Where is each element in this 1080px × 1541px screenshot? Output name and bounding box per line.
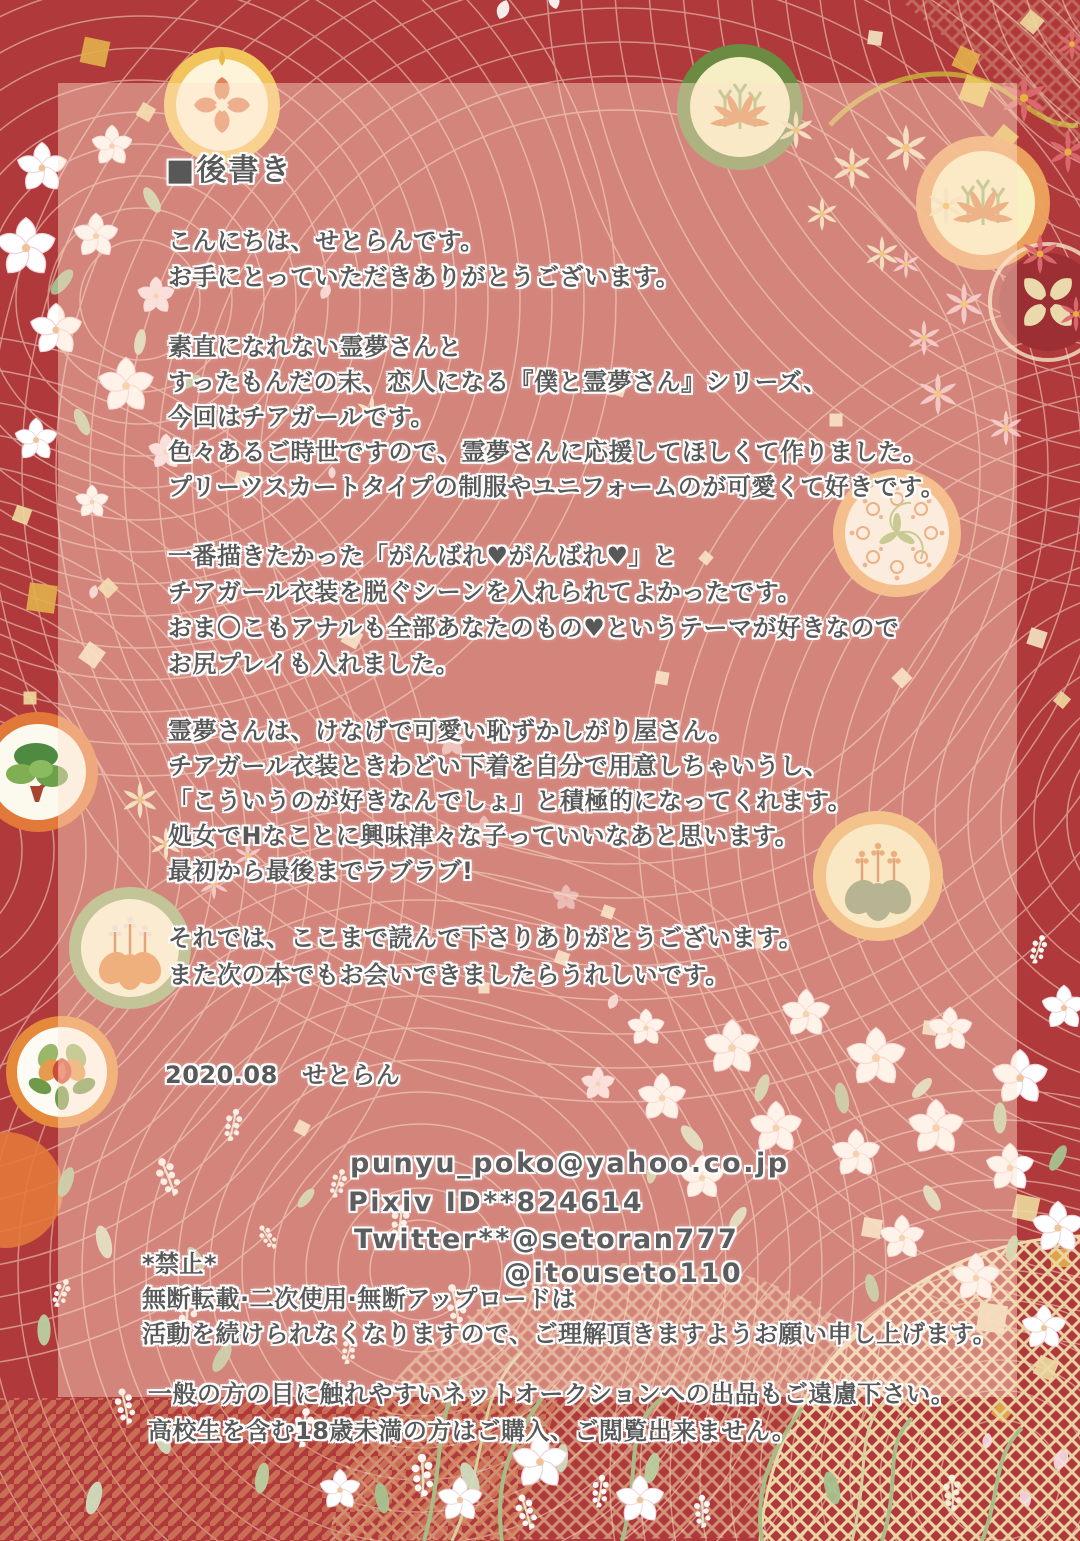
afterword-line: チアガール衣装ときわどい下着を自分で用意しちゃいうし、 <box>168 752 829 780</box>
afterword-line: こんにちは、せとらんです。 <box>168 227 485 255</box>
afterword-line: また次の本でもお会いできましたらうれしいです。 <box>168 961 730 989</box>
prohibition-line: 活動を続けられなくなりますので、ご理解頂きますようお願い申し上げます。 <box>142 1320 998 1348</box>
afterword-line: 霊夢さんは、けなげで可愛い恥ずかしがり屋さん。 <box>168 717 733 745</box>
notice-line: 高校生を含む18歳未満の方はご購入、ご閲覧出来ません。 <box>148 1417 797 1445</box>
afterword-line: プリーツスカートタイプの制服やユニフォームのが可愛くて好きです。 <box>168 473 946 501</box>
contact-pixiv-id: Pixiv ID**824614 <box>348 1187 645 1218</box>
afterword-line: 処女でHなことに興味津々な子っていいなあと思います。 <box>168 822 800 850</box>
notice-line: 一般の方の目に触れやすいネットオークションへの出品もご遠慮下さい。 <box>148 1380 956 1408</box>
prohibition-line: 無断転載·二次使用·無断アップロードは <box>142 1285 577 1313</box>
afterword-line: 「こういうのが好きなんでしょ」と積極的になってくれます。 <box>168 787 853 815</box>
date-signature: 2020.08 せとらん <box>165 1061 401 1089</box>
afterword-line: お尻プレイも入れました。 <box>168 650 460 678</box>
afterword-line: 素直になれない霊夢さんと <box>168 333 462 361</box>
afterword-line: お手にとっていただきありがとうございます。 <box>168 263 681 291</box>
afterword-line: 今回はチアガールです。 <box>168 403 435 431</box>
afterword-line: 色々あるご時世ですので、霊夢さんに応援してほしくて作りました。 <box>168 438 928 466</box>
afterword-line: 最初から最後までラブラブ! <box>168 857 474 885</box>
afterword-line: チアガール衣装を脱ぐシーンを入れられてよかったです。 <box>168 578 802 606</box>
afterword-line: 一番描きたかった「がんばれ♥がんばれ♥」と <box>168 542 678 570</box>
prohibition-header: *禁止* <box>142 1250 218 1278</box>
page-title: ■後書き <box>166 153 293 188</box>
afterword-line: すったもんだの末、恋人になる『僕と霊夢さん』シリーズ、 <box>168 368 828 396</box>
contact-twitter-alt: @itouseto110 <box>504 1258 744 1289</box>
afterword-line: それでは、ここまで読んで下さりありがとうございます。 <box>168 924 804 952</box>
contact-email: punyu_poko@yahoo.co.jp <box>350 1148 790 1179</box>
contact-twitter: Twitter**@setoran777 <box>354 1224 740 1255</box>
afterword-line: おま〇こもアナルも全部あなたのもの♥というテーマが好きなので <box>168 614 900 642</box>
